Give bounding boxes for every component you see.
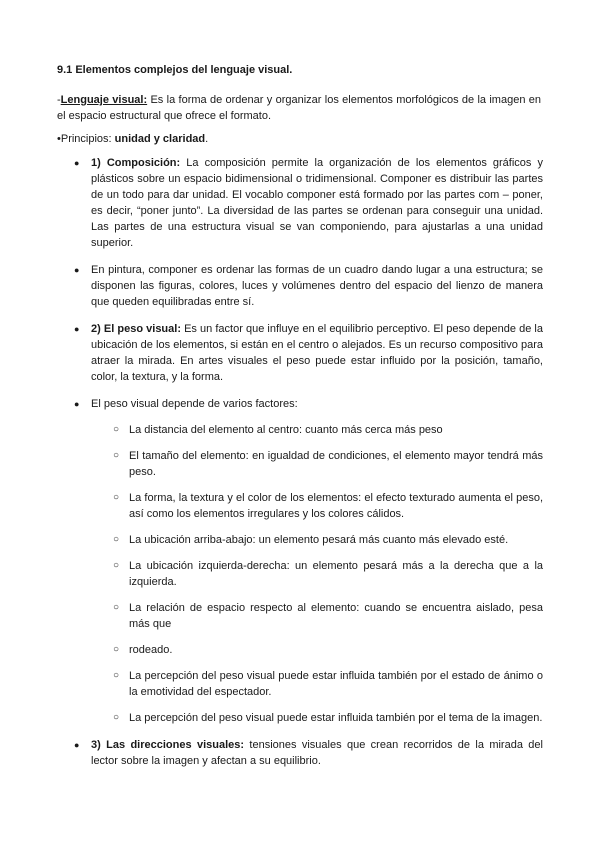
item-heading: 3) Las direcciones visuales: — [91, 739, 245, 751]
item-text: tensiones visuales que crean recorridos de la mirada del lector sobre la imagen y afectan a su equilibrio. — [91, 739, 543, 767]
list-item — [57, 396, 543, 726]
sub-list-item: ○ La relación de espacio respecto al elemento: cuando se encuentra aislado, pesa más que — [91, 600, 543, 632]
definition-prefix: - — [57, 94, 61, 106]
list-item — [57, 262, 543, 310]
sub-list-item: ○ La forma, la textura y el color de los elementos: el efecto texturado aumenta el peso, así como los elementos irregulares y los colores cálidos. — [91, 490, 543, 522]
list-item — [57, 737, 543, 769]
principles-prefix: •Principios: — [57, 133, 115, 145]
sub-list-item: ○ La percepción del peso visual puede estar influida también por el tema de la imagen. — [91, 710, 543, 726]
sub-bullet-list — [91, 422, 543, 726]
definition-paragraph — [57, 92, 541, 124]
item-text: El peso visual depende de varios factores: — [91, 398, 298, 410]
principles-paragraph — [57, 131, 541, 147]
principles-bold: unidad y claridad — [114, 133, 206, 145]
sub-list-item: ○ La ubicación arriba-abajo: un elemento pesará más cuanto más elevado esté. — [91, 532, 543, 548]
sub-list-item: ○ La distancia del elemento al centro: cuanto más cerca más peso — [91, 422, 543, 438]
sub-list-item: ○ El tamaño del elemento: en igualdad de condiciones, el elemento mayor tendrá más peso. — [91, 448, 543, 480]
list-item — [57, 321, 543, 385]
bullet-list — [57, 155, 543, 780]
definition-term: Lenguaje visual: — [60, 94, 148, 106]
item-text: La composición permite la organización de los elementos gráficos y plásticos sobre un espacio bidimensional o tridimensional. Componer es distribuir las partes de un todo para dar unidad. El vocablo componer está formado por las partes com – poner, es decir, “poner junto”. La diversidad de las partes se ordenan para conseguir una unidad. Las partes de una estructura visual se van componiendo, para ajustarlas a una unidad superior. — [91, 157, 543, 249]
section-title: 9.1 Elementos complejos del lenguaje visual. — [57, 64, 293, 76]
item-text: En pintura, componer es ordenar las formas de un cuadro dando lugar a una estructura; se disponen las figuras, colores, luces y volúmenes dentro del espacio del lienzo de manera que queden equilibradas entre sí. — [91, 264, 543, 308]
sub-list-item: ○ La ubicación izquierda-derecha: un elemento pesará más a la derecha que a la izquierda. — [91, 558, 543, 590]
item-heading: 2) El peso visual: — [91, 323, 181, 335]
principles-suffix: . — [205, 133, 209, 145]
list-item — [57, 155, 543, 251]
sub-list-item: ○ La percepción del peso visual puede estar influida también por el estado de ánimo o la emotividad del espectador. — [91, 668, 543, 700]
item-heading: 1) Composición: — [91, 157, 181, 169]
item-text: Es un factor que influye en el equilibrio perceptivo. El peso depende de la ubicación de los elementos, si están en el centro o alejados. Es un recurso compositivo para atraer la mirada. En artes visuales el peso puede estar influido por la posición, tamaño, color, la textura, y la forma. — [91, 323, 543, 383]
definition-text: Es la forma de ordenar y organizar los elementos morfológicos de la imagen en el espacio estructural que ofrece el formato. — [57, 94, 541, 122]
sub-list-item: ○ rodeado. — [91, 642, 543, 658]
